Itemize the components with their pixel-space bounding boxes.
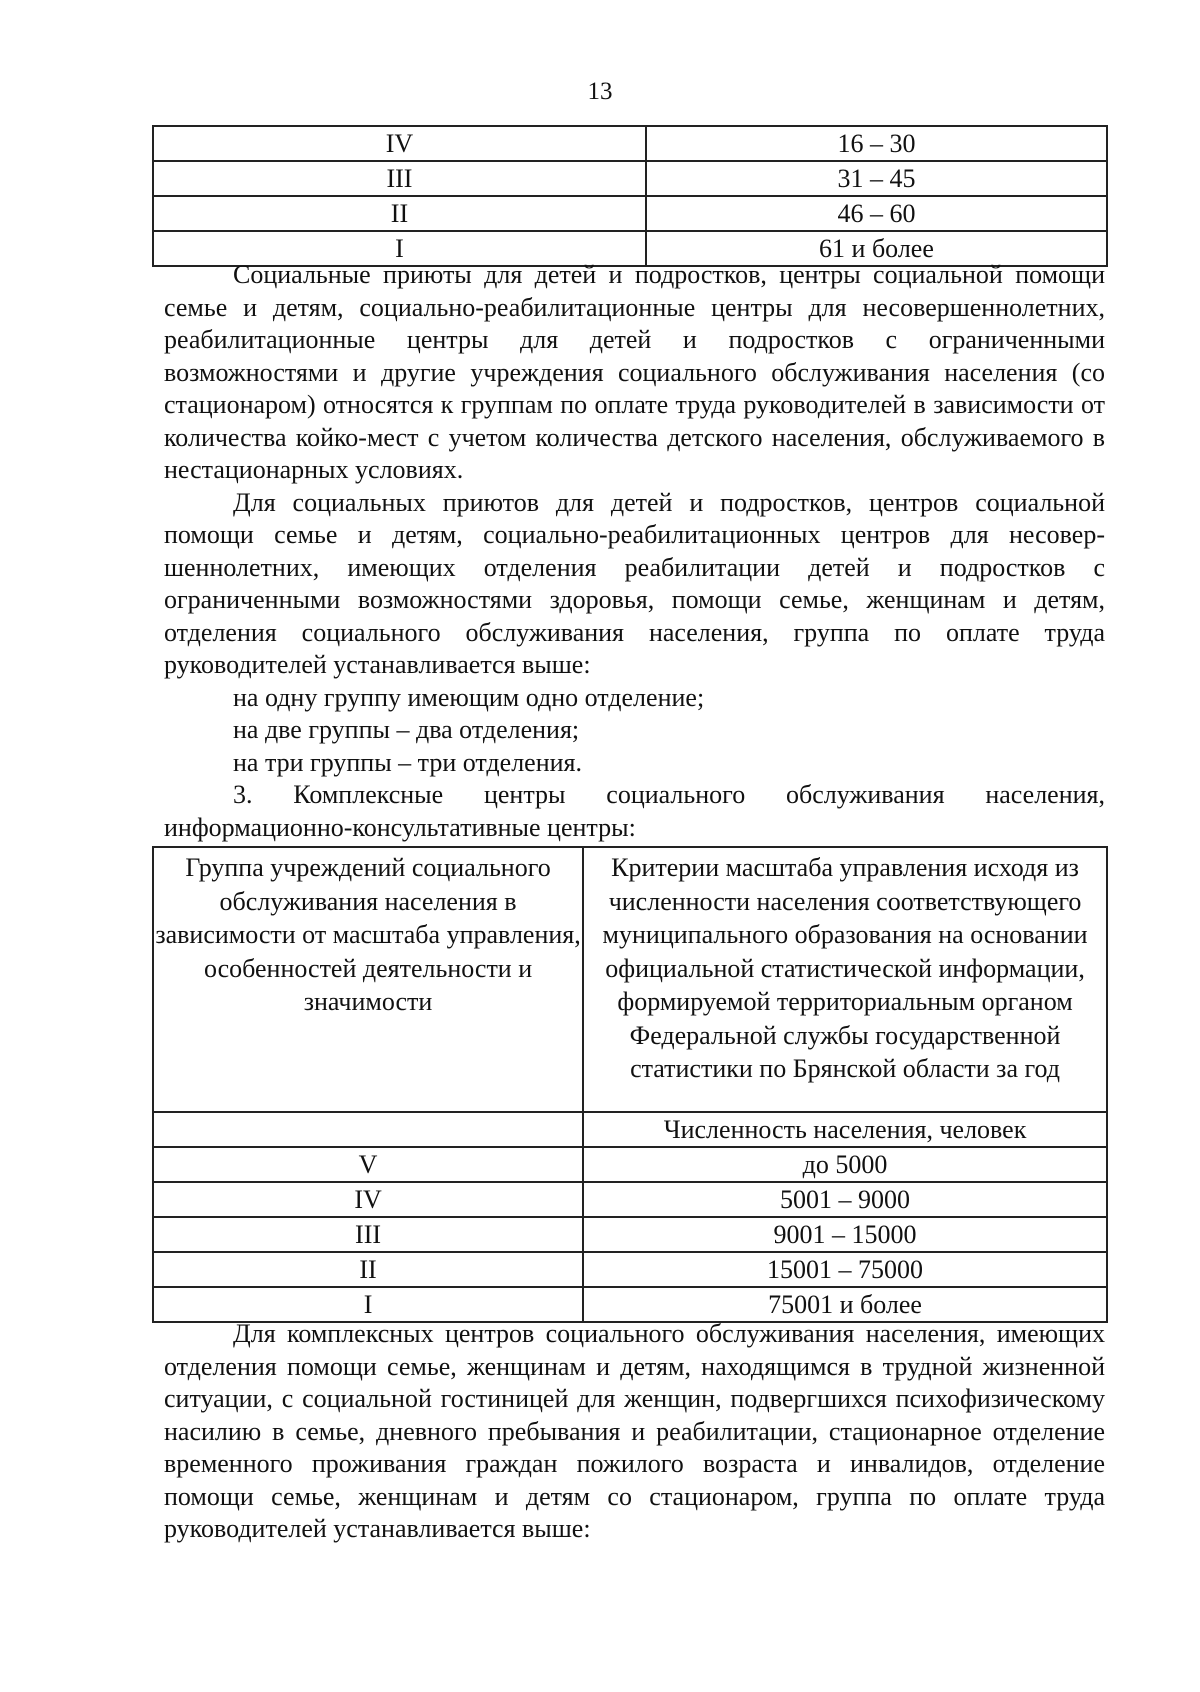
page-number: 13 <box>587 78 613 105</box>
text-block-complex-centers <box>164 1318 1105 1546</box>
list-item: на три группы – три отделения. <box>233 747 583 777</box>
table-row <box>153 126 1107 161</box>
text-block-shelters <box>164 259 1105 844</box>
value-cell: до 5000 <box>583 1147 1107 1182</box>
table-row <box>153 196 1107 231</box>
table-row <box>153 161 1107 196</box>
table-row <box>153 1217 1107 1252</box>
value-cell: 61 и более <box>646 231 1107 266</box>
value-cell: 5001 – 9000 <box>583 1182 1107 1217</box>
section-heading: 3. Комплексные центры социального обслуживания населения, информационно-консультативные центры: <box>164 780 1105 842</box>
value-cell: 31 – 45 <box>646 161 1107 196</box>
group-cell: IV <box>153 126 646 161</box>
value-cell: 9001 – 15000 <box>583 1217 1107 1252</box>
group-table-population <box>152 846 1108 1323</box>
table-row <box>153 1252 1107 1287</box>
table-row <box>153 1147 1107 1182</box>
group-table-beds <box>152 125 1108 267</box>
empty-cell <box>153 1112 583 1147</box>
value-cell: 75001 и более <box>583 1287 1107 1322</box>
value-cell: 16 – 30 <box>646 126 1107 161</box>
value-cell: 46 – 60 <box>646 196 1107 231</box>
table-subheader-row <box>153 1112 1107 1147</box>
paragraph: Социальные приюты для детей и подростков, центры социальной помощи семье и детям, социально-реабилитационные центры для несовершеннолетних, реабилитационные центры для детей и подростков с ограниченными возможностями и другие учреждения социального обслуживания населения (со стационаром) относятся к группам по оплате труда руководителей в зависимости от количества койко-мест с учетом количества детского населения, обслуживаемого в нестационарных условиях. <box>164 260 1105 484</box>
group-cell: I <box>153 1287 583 1322</box>
group-cell: IV <box>153 1182 583 1217</box>
value-cell: 15001 – 75000 <box>583 1252 1107 1287</box>
list-item: на одну группу имеющим одно отделение; <box>233 682 705 712</box>
group-cell: V <box>153 1147 583 1182</box>
group-cell: II <box>153 196 646 231</box>
table-row <box>153 1182 1107 1217</box>
group-cell: I <box>153 231 646 266</box>
table-row <box>153 1287 1107 1322</box>
list-item: на две группы – два отделения; <box>233 715 580 744</box>
paragraph: Для социальных приютов для детей и подростков, центров социальной помощи семье и детям, социально-реабилитационных центров для несовершеннолетних, имеющих отделения реабилитации детей и подростков с ограниченными возможностями здоровья, помощи семье, женщинам и детям, отделения социального обслуживания населения, группа по оплате труда руководителей устанавливается выше: <box>164 487 1105 679</box>
group-cell: III <box>153 1217 583 1252</box>
group-cell: II <box>153 1252 583 1287</box>
group-cell: III <box>153 161 646 196</box>
header-group-cell: Группа учреждений социального обслуживания населения в зависимости от масштаба управления, особенностей деятельности и значимости <box>153 847 583 1112</box>
table-header-row <box>153 847 1107 1112</box>
header-criteria-cell: Критерии масштаба управления исходя из численности населения соответствующего муниципального образования на основании официальной статистической информации, формируемой территориальным органом Федеральной службы государственной статистики по Брянской области за год <box>583 847 1107 1112</box>
paragraph: Для комплексных центров социального обслуживания населения, имеющих отделения помощи семье, женщинам и детям, находящимся в трудной жизненной ситуации, с социальной гостиницей для женщин, подвергшихся психофизическому насилию в семье, дневного пребывания и реабилитации, стационарное отделение временного проживания граждан пожилого возраста и инвалидов, отделение помощи семье, женщинам и детям со стационаром, группа по оплате труда руководителей устанавливается выше: <box>164 1319 1105 1543</box>
subheader-cell: Численность населения, человек <box>583 1112 1107 1147</box>
